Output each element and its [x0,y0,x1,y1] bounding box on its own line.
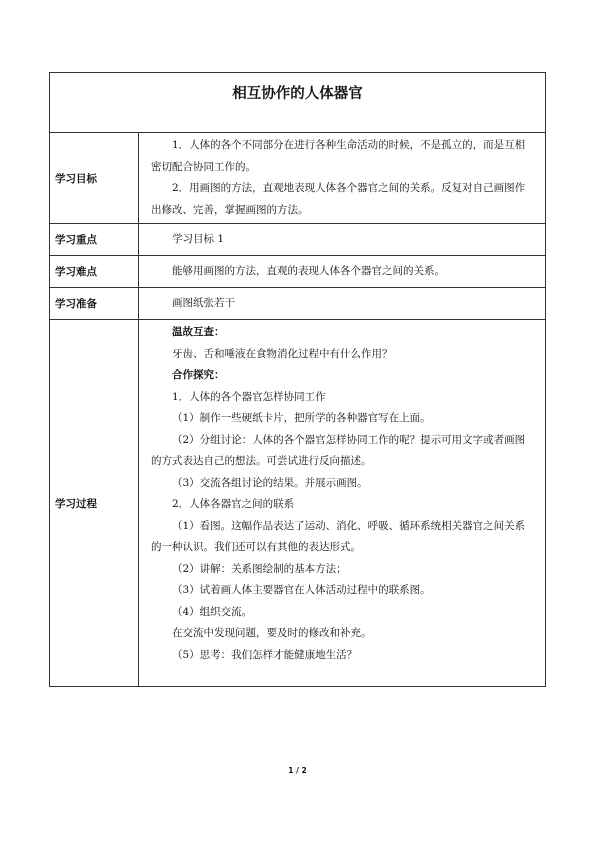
process-item: （5）思考：我们怎样才能健康地生活？ [172,648,358,661]
focus-content [139,224,546,256]
process-row [50,320,546,687]
process-label: 学习过程 [50,320,139,687]
process-item: （2）讲解：关系图绘制的基本方法； [172,562,347,575]
process-item: （3）交流各组讨论的结果。并展示画图。 [172,476,368,489]
prep-content [139,288,546,320]
process-content [139,320,546,687]
review-text: 牙齿、舌和唾液在食物消化过程中有什么作用？ [172,347,393,360]
focus-label: 学习重点 [50,224,139,256]
prep-label: 学习准备 [50,288,139,320]
page-number: 1 / 2 [288,766,307,775]
focus-row [50,224,546,256]
explore-heading: 合作探究： [172,369,225,381]
process-item: （4）组织交流。 [172,605,253,618]
lesson-plan-table [49,72,546,687]
process-item: （1）制作一些硬纸卡片，把所学的各种器官写在上面。 [172,412,431,424]
goal-line: 1．人体的各个不同部分在进行各种生命活动的时候，不是孤立的，而是互相密切配合协同工作的。 [151,139,526,173]
process-item: （3）试着画人体主要器官在人体活动过程中的联系图。 [172,584,431,596]
goal-row [50,133,546,224]
difficulty-row [50,256,546,288]
goal-content [139,133,546,224]
process-item: 在交流中发现问题，要及时的修改和补充。 [172,627,372,639]
difficulty-text: 能够用画图的方法，直观的表现人体各个器官之间的关系。 [172,264,445,277]
difficulty-label: 学习难点 [50,256,139,288]
title-cell [50,73,546,133]
prep-text: 画图纸张若干 [172,296,235,309]
process-item: 1．人体的各个器官怎样协同工作 [172,390,326,403]
difficulty-content [139,256,546,288]
document-title: 相互协作的人体器官 [232,86,363,102]
goal-label: 学习目标 [50,133,139,224]
goal-line: 2．用画图的方法，直观地表现人体各个器官之间的关系。反复对自己画图作出修改、完善，掌握画图的方法。 [151,182,526,216]
process-item: （1）看图。这幅作品表达了运动、消化、呼吸、循环系统相关器官之间关系的一种认识。我们还可以有其他的表达形式。 [151,519,526,553]
review-heading: 温故互查： [172,326,225,338]
process-item: 2．人体各器官之间的联系 [172,498,295,510]
title-row [50,73,546,133]
process-item: （2）分组讨论：人体的各个器官怎样协同工作的呢？提示可用文字或者画图的方式表达自己的想法。可尝试进行反向描述。 [151,433,526,467]
focus-text: 学习目标 1 [172,232,225,245]
prep-row [50,288,546,320]
